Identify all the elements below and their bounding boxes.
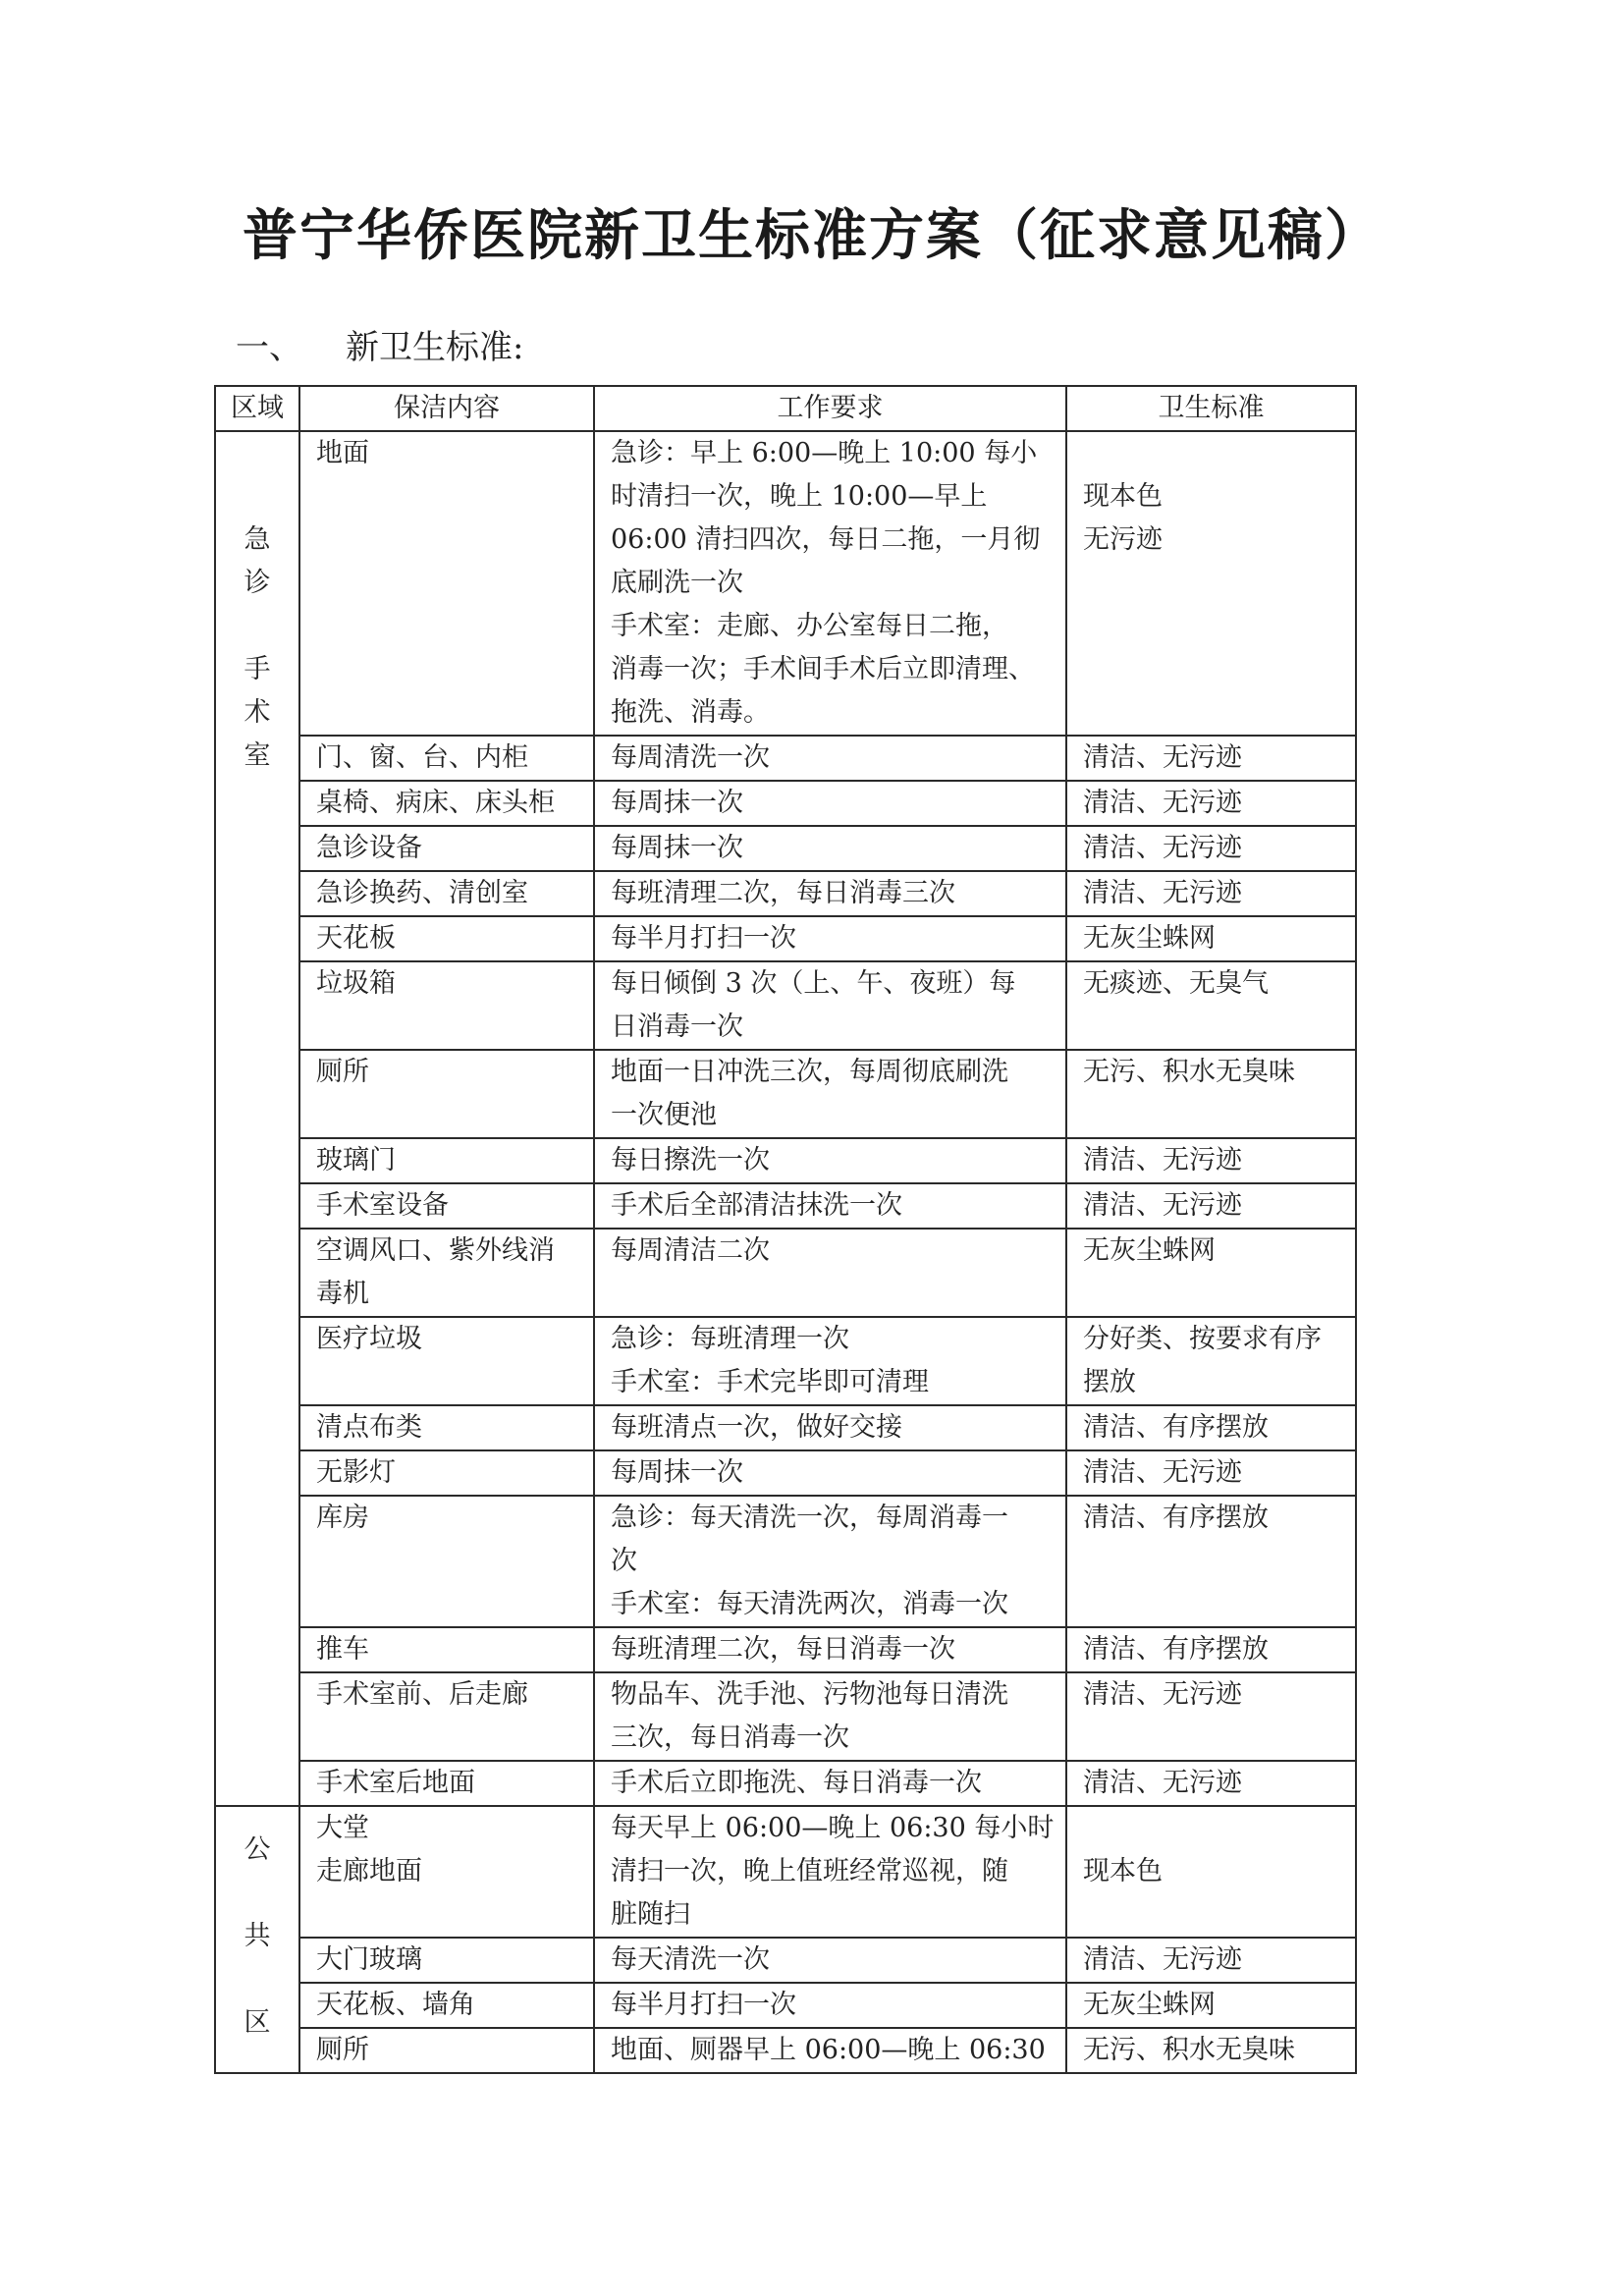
work-requirement-line: 地面、厕器早上 06:00—晚上 06:30 [611, 2035, 1046, 2065]
work-requirement-cell [594, 1761, 1066, 1806]
work-requirement-cell [594, 1050, 1066, 1138]
table-row [215, 781, 1356, 826]
work-requirement-line: 每日倾倒 3 次（上、午、夜班）每 [611, 968, 1016, 999]
area-label-char: 术 [244, 697, 271, 728]
table-row [215, 1496, 1356, 1627]
hygiene-standard-cell [1066, 1806, 1356, 1938]
work-requirement-line: 三次，每日消毒一次 [611, 1722, 849, 1753]
hygiene-standard-line: 清洁、有序摆放 [1083, 1634, 1269, 1665]
cleaning-content-cell [299, 736, 594, 781]
work-requirement-line: 急诊：每天清洗一次，每周消毒一 [611, 1503, 1008, 1533]
cleaning-content-line: 手术室后地面 [316, 1768, 475, 1798]
hygiene-standard-line [1083, 1807, 1355, 1850]
work-requirement-line: 每周清洗一次 [611, 742, 770, 773]
table-row [215, 961, 1356, 1050]
table-row [215, 1938, 1356, 1983]
cleaning-content-line: 清点布类 [316, 1412, 422, 1443]
work-requirement-cell [594, 961, 1066, 1050]
hygiene-standard-cell [1066, 871, 1356, 916]
hygiene-standard-line: 清洁、无污迹 [1083, 742, 1242, 773]
hygiene-standard-cell [1066, 1627, 1356, 1672]
cleaning-content-line: 地面 [316, 438, 369, 468]
hygiene-standard-cell [1066, 1761, 1356, 1806]
hygiene-standard-line: 清洁、无污迹 [1083, 1190, 1242, 1221]
table-row [215, 1405, 1356, 1450]
work-requirement-line: 日消毒一次 [611, 1011, 743, 1042]
area-label-char: 共 [244, 1921, 271, 1951]
cleaning-content-cell [299, 1806, 594, 1938]
work-requirement-line: 每日擦洗一次 [611, 1145, 770, 1175]
hygiene-standard-line: 摆放 [1083, 1367, 1136, 1397]
area-label-char: 室 [244, 740, 271, 771]
section-title: 新卫生标准: [346, 328, 524, 367]
header-content: 保洁内容 [299, 386, 594, 431]
table-header-row [215, 386, 1356, 431]
hygiene-standard-line: 清洁、有序摆放 [1083, 1503, 1269, 1533]
document-title: 普宁华侨医院新卫生标准方案（征求意见稿） [243, 204, 1381, 268]
cleaning-content-cell [299, 2028, 594, 2073]
cleaning-content-line: 厕所 [316, 1057, 369, 1087]
table-row [215, 1138, 1356, 1183]
table-row [215, 1761, 1356, 1806]
cleaning-content-cell [299, 1405, 594, 1450]
area-label-gap [216, 1958, 298, 2001]
cleaning-content-line: 天花板、墙角 [316, 1990, 475, 2020]
work-requirement-line: 消毒一次；手术间手术后立即清理、 [611, 654, 1035, 684]
cleaning-content-cell [299, 1983, 594, 2028]
hygiene-standard-cell [1066, 1405, 1356, 1450]
hygiene-standard-cell [1066, 1938, 1356, 1983]
area-label-gap [216, 605, 298, 648]
cleaning-content-line: 玻璃门 [316, 1145, 396, 1175]
area-label-char: 急 [244, 524, 271, 555]
hygiene-standard-cell [1066, 1183, 1356, 1229]
header-requirement: 工作要求 [594, 386, 1066, 431]
work-requirement-cell [594, 1938, 1066, 1983]
area-cell [215, 1806, 299, 2073]
table-row [215, 1806, 1356, 1938]
work-requirement-cell [594, 1496, 1066, 1627]
cleaning-content-cell [299, 1672, 594, 1761]
hygiene-standard-line [1083, 432, 1355, 475]
cleaning-content-cell [299, 1450, 594, 1496]
table-row [215, 1050, 1356, 1138]
work-requirement-line: 手术室：每天清洗两次，消毒一次 [611, 1589, 1008, 1619]
hygiene-standard-cell [1066, 1496, 1356, 1627]
hygiene-standard-line: 无灰尘蛛网 [1083, 923, 1216, 954]
work-requirement-line: 脏随扫 [611, 1899, 690, 1930]
table-row [215, 1317, 1356, 1405]
work-requirement-line: 拖洗、消毒。 [611, 697, 770, 728]
hygiene-standard-cell [1066, 1450, 1356, 1496]
cleaning-content-line: 手术室前、后走廊 [316, 1679, 528, 1710]
work-requirement-line: 每周清洁二次 [611, 1235, 770, 1266]
table-row [215, 826, 1356, 871]
hygiene-standard-cell [1066, 1229, 1356, 1317]
area-label-gap [216, 1872, 298, 1915]
work-requirement-cell [594, 1229, 1066, 1317]
hygiene-standard-line: 无污、积水无臭味 [1083, 1057, 1295, 1087]
work-requirement-line: 急诊：早上 6:00—晚上 10:00 每小 [611, 438, 1038, 468]
cleaning-content-line: 走廊地面 [316, 1856, 422, 1886]
cleaning-content-cell [299, 1496, 594, 1627]
area-cell [215, 431, 299, 1806]
hygiene-standard-line: 清洁、无污迹 [1083, 788, 1242, 818]
cleaning-content-cell [299, 781, 594, 826]
work-requirement-cell [594, 1405, 1066, 1450]
area-label-char: 公 [244, 1834, 271, 1865]
hygiene-standard-cell [1066, 736, 1356, 781]
work-requirement-line: 次 [611, 1546, 637, 1576]
hygiene-standard-cell [1066, 431, 1356, 736]
cleaning-content-line: 厕所 [316, 2035, 369, 2065]
table-row [215, 1229, 1356, 1317]
hygiene-standard-line: 现本色 [1083, 481, 1163, 512]
work-requirement-cell [594, 871, 1066, 916]
table-row [215, 1983, 1356, 2028]
cleaning-content-cell [299, 916, 594, 961]
work-requirement-line: 06:00 清扫四次，每日二拖，一月彻 [611, 524, 1041, 555]
cleaning-content-line: 医疗垃圾 [316, 1324, 422, 1354]
work-requirement-line: 清扫一次，晚上值班经常巡视，随 [611, 1856, 1008, 1886]
cleaning-content-cell [299, 1938, 594, 1983]
hygiene-standard-cell [1066, 1138, 1356, 1183]
hygiene-standard-cell [1066, 2028, 1356, 2073]
work-requirement-line: 底刷洗一次 [611, 568, 743, 598]
work-requirement-line: 每天清洗一次 [611, 1944, 770, 1975]
cleaning-content-line: 垃圾箱 [316, 968, 396, 999]
work-requirement-line: 每班清点一次，做好交接 [611, 1412, 902, 1443]
work-requirement-cell [594, 916, 1066, 961]
cleaning-content-line: 大门玻璃 [316, 1944, 422, 1975]
table-body [215, 431, 1356, 2073]
work-requirement-line: 每周抹一次 [611, 788, 743, 818]
table-row [215, 916, 1356, 961]
work-requirement-line: 每半月打扫一次 [611, 1990, 796, 2020]
work-requirement-cell [594, 781, 1066, 826]
hygiene-standard-line: 清洁、无污迹 [1083, 1145, 1242, 1175]
cleaning-content-line: 急诊设备 [316, 833, 422, 863]
work-requirement-cell [594, 1983, 1066, 2028]
hygiene-standard-line: 清洁、无污迹 [1083, 1457, 1242, 1488]
hygiene-standard-cell [1066, 961, 1356, 1050]
cleaning-content-cell [299, 1050, 594, 1138]
cleaning-content-cell [299, 1317, 594, 1405]
hygiene-standard-line: 清洁、无污迹 [1083, 1768, 1242, 1798]
hygiene-standard-line: 清洁、无污迹 [1083, 833, 1242, 863]
hygiene-standard-cell [1066, 1050, 1356, 1138]
hygiene-standard-line: 清洁、有序摆放 [1083, 1412, 1269, 1443]
cleaning-content-line: 库房 [316, 1503, 369, 1533]
work-requirement-line: 手术室：走廊、办公室每日二拖， [611, 611, 1008, 641]
work-requirement-line: 物品车、洗手池、污物池每日清洗 [611, 1679, 1008, 1710]
cleaning-content-cell [299, 431, 594, 736]
cleaning-content-line: 桌椅、病床、床头柜 [316, 788, 555, 818]
cleaning-content-cell [299, 826, 594, 871]
table-row [215, 1450, 1356, 1496]
hygiene-standard-line: 清洁、无污迹 [1083, 1679, 1242, 1710]
area-label [216, 432, 298, 778]
cleaning-content-cell [299, 1627, 594, 1672]
cleaning-content-line: 无影灯 [316, 1457, 396, 1488]
header-standard: 卫生标准 [1066, 386, 1356, 431]
work-requirement-line: 急诊：每班清理一次 [611, 1324, 849, 1354]
work-requirement-line: 每半月打扫一次 [611, 923, 796, 954]
work-requirement-cell [594, 431, 1066, 736]
cleaning-content-line: 空调风口、紫外线消 [316, 1235, 555, 1266]
cleaning-content-cell [299, 1138, 594, 1183]
hygiene-standard-cell [1066, 1317, 1356, 1405]
area-label-char: 诊 [244, 568, 271, 598]
hygiene-standard-line: 无灰尘蛛网 [1083, 1990, 1216, 2020]
hygiene-standard-line: 清洁、无污迹 [1083, 1944, 1242, 1975]
hygiene-standard-line: 清洁、无污迹 [1083, 878, 1242, 908]
table-row [215, 736, 1356, 781]
area-label [216, 1807, 298, 2045]
work-requirement-line: 手术后全部清洁抹洗一次 [611, 1190, 902, 1221]
table-row [215, 871, 1356, 916]
cleaning-content-line: 天花板 [316, 923, 396, 954]
table-row [215, 1183, 1356, 1229]
work-requirement-line: 每班清理二次，每日消毒一次 [611, 1634, 955, 1665]
cleaning-content-cell [299, 871, 594, 916]
hygiene-standard-cell [1066, 1672, 1356, 1761]
cleaning-content-cell [299, 1183, 594, 1229]
work-requirement-line: 一次便池 [611, 1100, 717, 1130]
cleaning-content-cell [299, 961, 594, 1050]
work-requirement-cell [594, 1450, 1066, 1496]
work-requirement-cell [594, 1806, 1066, 1938]
work-requirement-line: 手术室：手术完毕即可清理 [611, 1367, 929, 1397]
hygiene-standard-cell [1066, 1983, 1356, 2028]
work-requirement-line: 手术后立即拖洗、每日消毒一次 [611, 1768, 982, 1798]
cleaning-content-line: 手术室设备 [316, 1190, 449, 1221]
header-area: 区域 [215, 386, 299, 431]
table-row [215, 1627, 1356, 1672]
cleaning-content-cell [299, 1229, 594, 1317]
hygiene-standard-line: 无污、积水无臭味 [1083, 2035, 1295, 2065]
hygiene-standard-cell [1066, 916, 1356, 961]
cleaning-content-line: 推车 [316, 1634, 369, 1665]
work-requirement-cell [594, 2028, 1066, 2073]
cleaning-content-line: 大堂 [316, 1813, 369, 1843]
hygiene-standard-cell [1066, 781, 1356, 826]
work-requirement-line: 地面一日冲洗三次，每周彻底刷洗 [611, 1057, 1008, 1087]
work-requirement-line: 时清扫一次，晚上 10:00—早上 [611, 481, 988, 512]
work-requirement-line: 每周抹一次 [611, 1457, 743, 1488]
hygiene-standard-line: 无灰尘蛛网 [1083, 1235, 1216, 1266]
cleaning-content-line: 门、窗、台、内柜 [316, 742, 528, 773]
work-requirement-cell [594, 736, 1066, 781]
work-requirement-cell [594, 826, 1066, 871]
work-requirement-line: 每天早上 06:00—晚上 06:30 每小时 [611, 1813, 1055, 1843]
cleaning-content-line: 急诊换药、清创室 [316, 878, 528, 908]
cleaning-content-line: 毒机 [316, 1279, 369, 1309]
area-label-char: 手 [244, 654, 271, 684]
work-requirement-cell [594, 1627, 1066, 1672]
table-row [215, 2028, 1356, 2073]
hygiene-standard-line: 分好类、按要求有序 [1083, 1324, 1322, 1354]
table-row [215, 1672, 1356, 1761]
hygiene-standard-line: 无痰迹、无臭气 [1083, 968, 1269, 999]
table-row [215, 431, 1356, 736]
work-requirement-cell [594, 1672, 1066, 1761]
area-label-char: 区 [244, 2007, 271, 2038]
hygiene-standard-table [214, 385, 1357, 2074]
work-requirement-line: 每周抹一次 [611, 833, 743, 863]
hygiene-standard-line: 无污迹 [1083, 524, 1163, 555]
work-requirement-cell [594, 1138, 1066, 1183]
cleaning-content-cell [299, 1761, 594, 1806]
work-requirement-line: 每班清理二次，每日消毒三次 [611, 878, 955, 908]
work-requirement-cell [594, 1317, 1066, 1405]
section-number: 一、 [236, 328, 302, 367]
hygiene-standard-cell [1066, 826, 1356, 871]
work-requirement-cell [594, 1183, 1066, 1229]
hygiene-standard-line: 现本色 [1083, 1856, 1163, 1886]
section-heading [236, 320, 523, 368]
